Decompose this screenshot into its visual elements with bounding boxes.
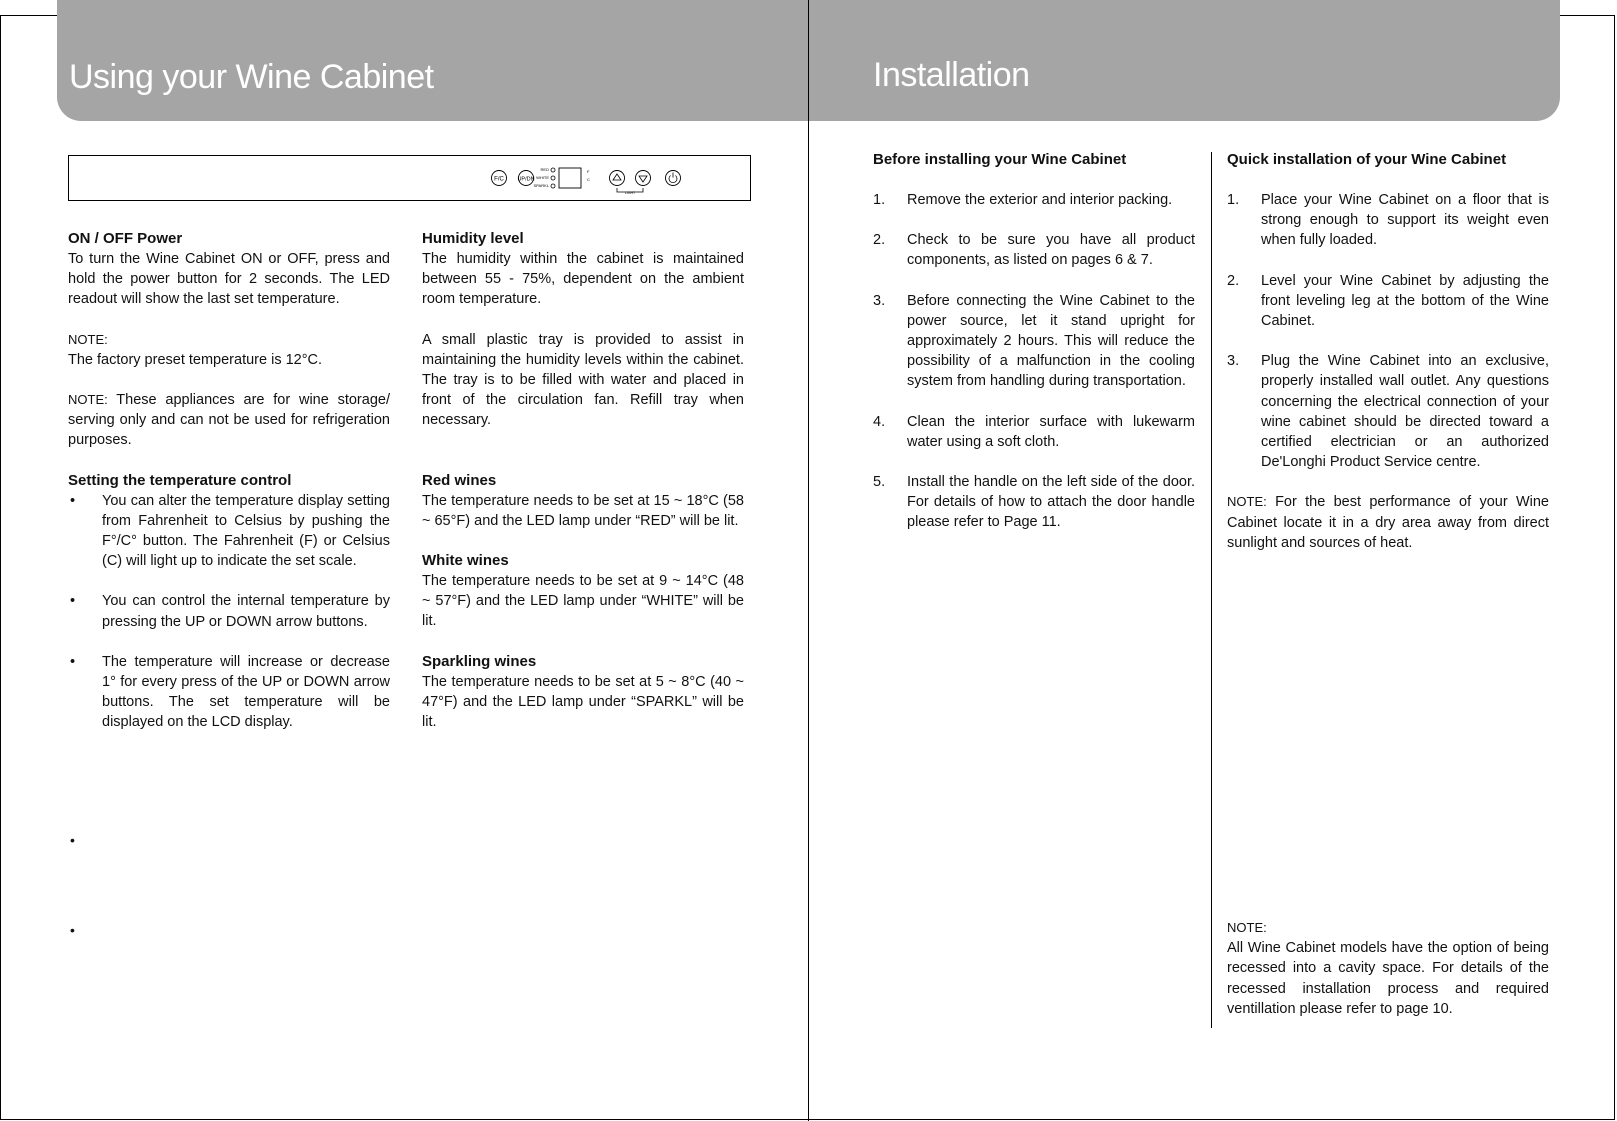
led-label-white: WHITE xyxy=(536,175,549,180)
stray-bullet-1: • xyxy=(70,832,75,848)
led-red-icon xyxy=(551,168,555,172)
list-text: Remove the exterior and interior packing. xyxy=(907,192,1173,208)
humidity-body-2: A small plastic tray is provided to assist in maintaining the humidity levels within the cabinet. The tray is to be filled with water and placed in front of the circulation fan. Refill tray when necessary. xyxy=(422,331,744,429)
list-number: 2. xyxy=(1227,272,1240,289)
scale-label-c: C xyxy=(587,177,590,182)
recessed-note-body: All Wine Cabinet models have the option of being recessed into a cavity space. For details of the recessed installation process and required ventillation please refer to page 10. xyxy=(1227,940,1549,1017)
sparkling-wines-heading: Sparkling wines xyxy=(422,652,537,670)
list-item xyxy=(873,230,1195,270)
list-number: 5. xyxy=(873,474,886,491)
list-item xyxy=(1227,190,1549,251)
left-banner xyxy=(57,0,808,121)
list-item xyxy=(873,472,1195,533)
red-wines-heading: Red wines xyxy=(422,471,497,489)
list-number: 3. xyxy=(1227,353,1240,370)
temp-control-bullet-3: The temperature will increase or decrease 1° for every press of the UP or DOWN arrow buttons. The set temperature will be displayed on the LCD display. xyxy=(102,653,390,731)
storage-note-body: These appliances are for wine storage/ serving only and can not be used for refrigeration purposes. xyxy=(68,392,390,449)
led-label-sparkl: SPARKL xyxy=(533,183,549,188)
bullet: • xyxy=(70,653,76,670)
red-wines-body: The temperature needs to be set at 15 ~ 18°C (58 ~ 65°F) and the LED lamp under “RED” will be lit. xyxy=(422,492,744,529)
left-banner-title: Using your Wine Cabinet xyxy=(69,58,434,96)
bullet: • xyxy=(70,492,76,509)
humidity-heading: Humidity level xyxy=(422,230,524,247)
performance-note xyxy=(1227,492,1549,553)
storage-note xyxy=(68,390,390,451)
scale-label-f: F xyxy=(587,169,590,174)
recessed-note-block xyxy=(1227,918,1549,1019)
control-panel-diagram xyxy=(68,155,751,201)
humidity-body-1: The humidity within the cabinet is maintained between 55 - 75%, dependent on the ambient room temperature. xyxy=(422,251,744,308)
list-item xyxy=(68,491,390,572)
list-number: 1. xyxy=(873,192,886,208)
column-divider xyxy=(1211,152,1212,1028)
list-item xyxy=(68,591,390,631)
down-arrow-button-icon xyxy=(636,171,651,186)
fc-button-label: F/C xyxy=(494,176,504,183)
up-arrow-icon xyxy=(613,174,621,180)
before-installing-heading: Before installing your Wine Cabinet xyxy=(873,151,1127,168)
on-off-note-body: The factory preset temperature is 12°C. xyxy=(68,351,323,368)
temp-control-bullet-2: You can control the internal temperature by pressing the UP or DOWN arrow buttons. xyxy=(102,593,390,630)
quick-installation-heading: Quick installation of your Wine Cabinet xyxy=(1227,151,1507,168)
updown-button-label: UP/DN xyxy=(517,176,535,183)
list-text: Install the handle on the left side of the door. For details of how to attach the door handle please refer to Page 11. xyxy=(907,474,1195,531)
white-wines-body: The temperature needs to be set at 9 ~ 14°C (48 ~ 57°F) and the LED lamp under “WHITE” will be lit. xyxy=(422,573,744,630)
page-gutter xyxy=(808,0,809,1121)
left-page-col-2 xyxy=(422,229,744,732)
list-text: Clean the interior surface with lukewarm water using a soft cloth. xyxy=(907,413,1195,450)
list-text: Plug the Wine Cabinet into an exclusive, properly installed wall outlet. Any questions concerning the electrical connection of your wine cabinet should be directed toward a certified electrician or an authorized De'Longhi Product Service centre. xyxy=(1261,353,1549,471)
up-arrow-button-icon xyxy=(610,171,625,186)
right-page-col-2 xyxy=(1227,150,1549,553)
left-page-col-1 xyxy=(68,229,390,753)
list-item xyxy=(873,412,1195,452)
light-label: LIGHT xyxy=(624,191,636,195)
led-white-icon xyxy=(551,176,555,180)
list-number: 1. xyxy=(1227,192,1240,208)
list-item xyxy=(1227,271,1549,332)
list-item xyxy=(68,652,390,733)
before-installing-list xyxy=(873,190,1195,533)
recessed-note-label: NOTE: xyxy=(1227,920,1267,935)
list-item xyxy=(873,190,1195,210)
right-banner xyxy=(809,0,1560,121)
list-text: Place your Wine Cabinet on a floor that is strong enough to support its weight even when fully loaded. xyxy=(1261,192,1549,249)
list-text: Before connecting the Wine Cabinet to the power source, let it stand upright for approximately 2 hours. This will reduce the possibility of a malfunction in the cooling system from handling during transportation. xyxy=(907,292,1195,390)
lcd-display-icon xyxy=(559,168,581,188)
list-item xyxy=(1227,351,1549,472)
temp-control-bullet-1: You can alter the temperature display setting from Fahrenheit to Celsius by pushing the F°/C° button. The Fahrenheit (F) or Celsius (C) will light up to indicate the set scale. xyxy=(102,492,390,570)
storage-note-label: NOTE: xyxy=(68,392,108,408)
right-banner-title: Installation xyxy=(873,56,1030,94)
performance-note-label: NOTE: xyxy=(1227,494,1267,510)
list-text: Level your Wine Cabinet by adjusting the front leveling leg at the bottom of the Wine Cabinet. xyxy=(1261,272,1549,330)
on-off-note-label: NOTE: xyxy=(68,331,108,347)
sparkling-wines-body: The temperature needs to be set at 5 ~ 8°C (40 ~ 47°F) and the LED lamp under “SPARKL” will be lit. xyxy=(422,673,744,731)
list-item xyxy=(873,291,1195,392)
bullet: • xyxy=(70,593,76,610)
temp-control-heading: Setting the temperature control xyxy=(68,471,292,489)
white-wines-heading: White wines xyxy=(422,552,509,570)
led-sparkl-icon xyxy=(551,184,555,188)
stray-bullet-2: • xyxy=(70,922,75,938)
list-text: Check to be sure you have all product components, as listed on pages 6 & 7. xyxy=(907,232,1195,269)
right-page-col-1 xyxy=(873,150,1195,553)
down-arrow-icon xyxy=(639,176,647,182)
on-off-body: To turn the Wine Cabinet ON or OFF, press and hold the power button for 2 seconds. The LED readout will show the last set temperature. xyxy=(68,251,390,308)
control-panel-svg xyxy=(69,156,750,200)
on-off-heading: ON / OFF Power xyxy=(68,230,183,247)
performance-note-body: For the best performance of your Wine Cabinet locate it in a dry area away from direct sunlight and sources of heat. xyxy=(1227,494,1549,551)
led-label-red: RED xyxy=(540,167,549,172)
temp-control-list xyxy=(68,491,390,733)
quick-installation-list xyxy=(1227,190,1549,472)
list-number: 2. xyxy=(873,232,886,249)
list-number: 4. xyxy=(873,413,886,430)
list-number: 3. xyxy=(873,292,886,309)
